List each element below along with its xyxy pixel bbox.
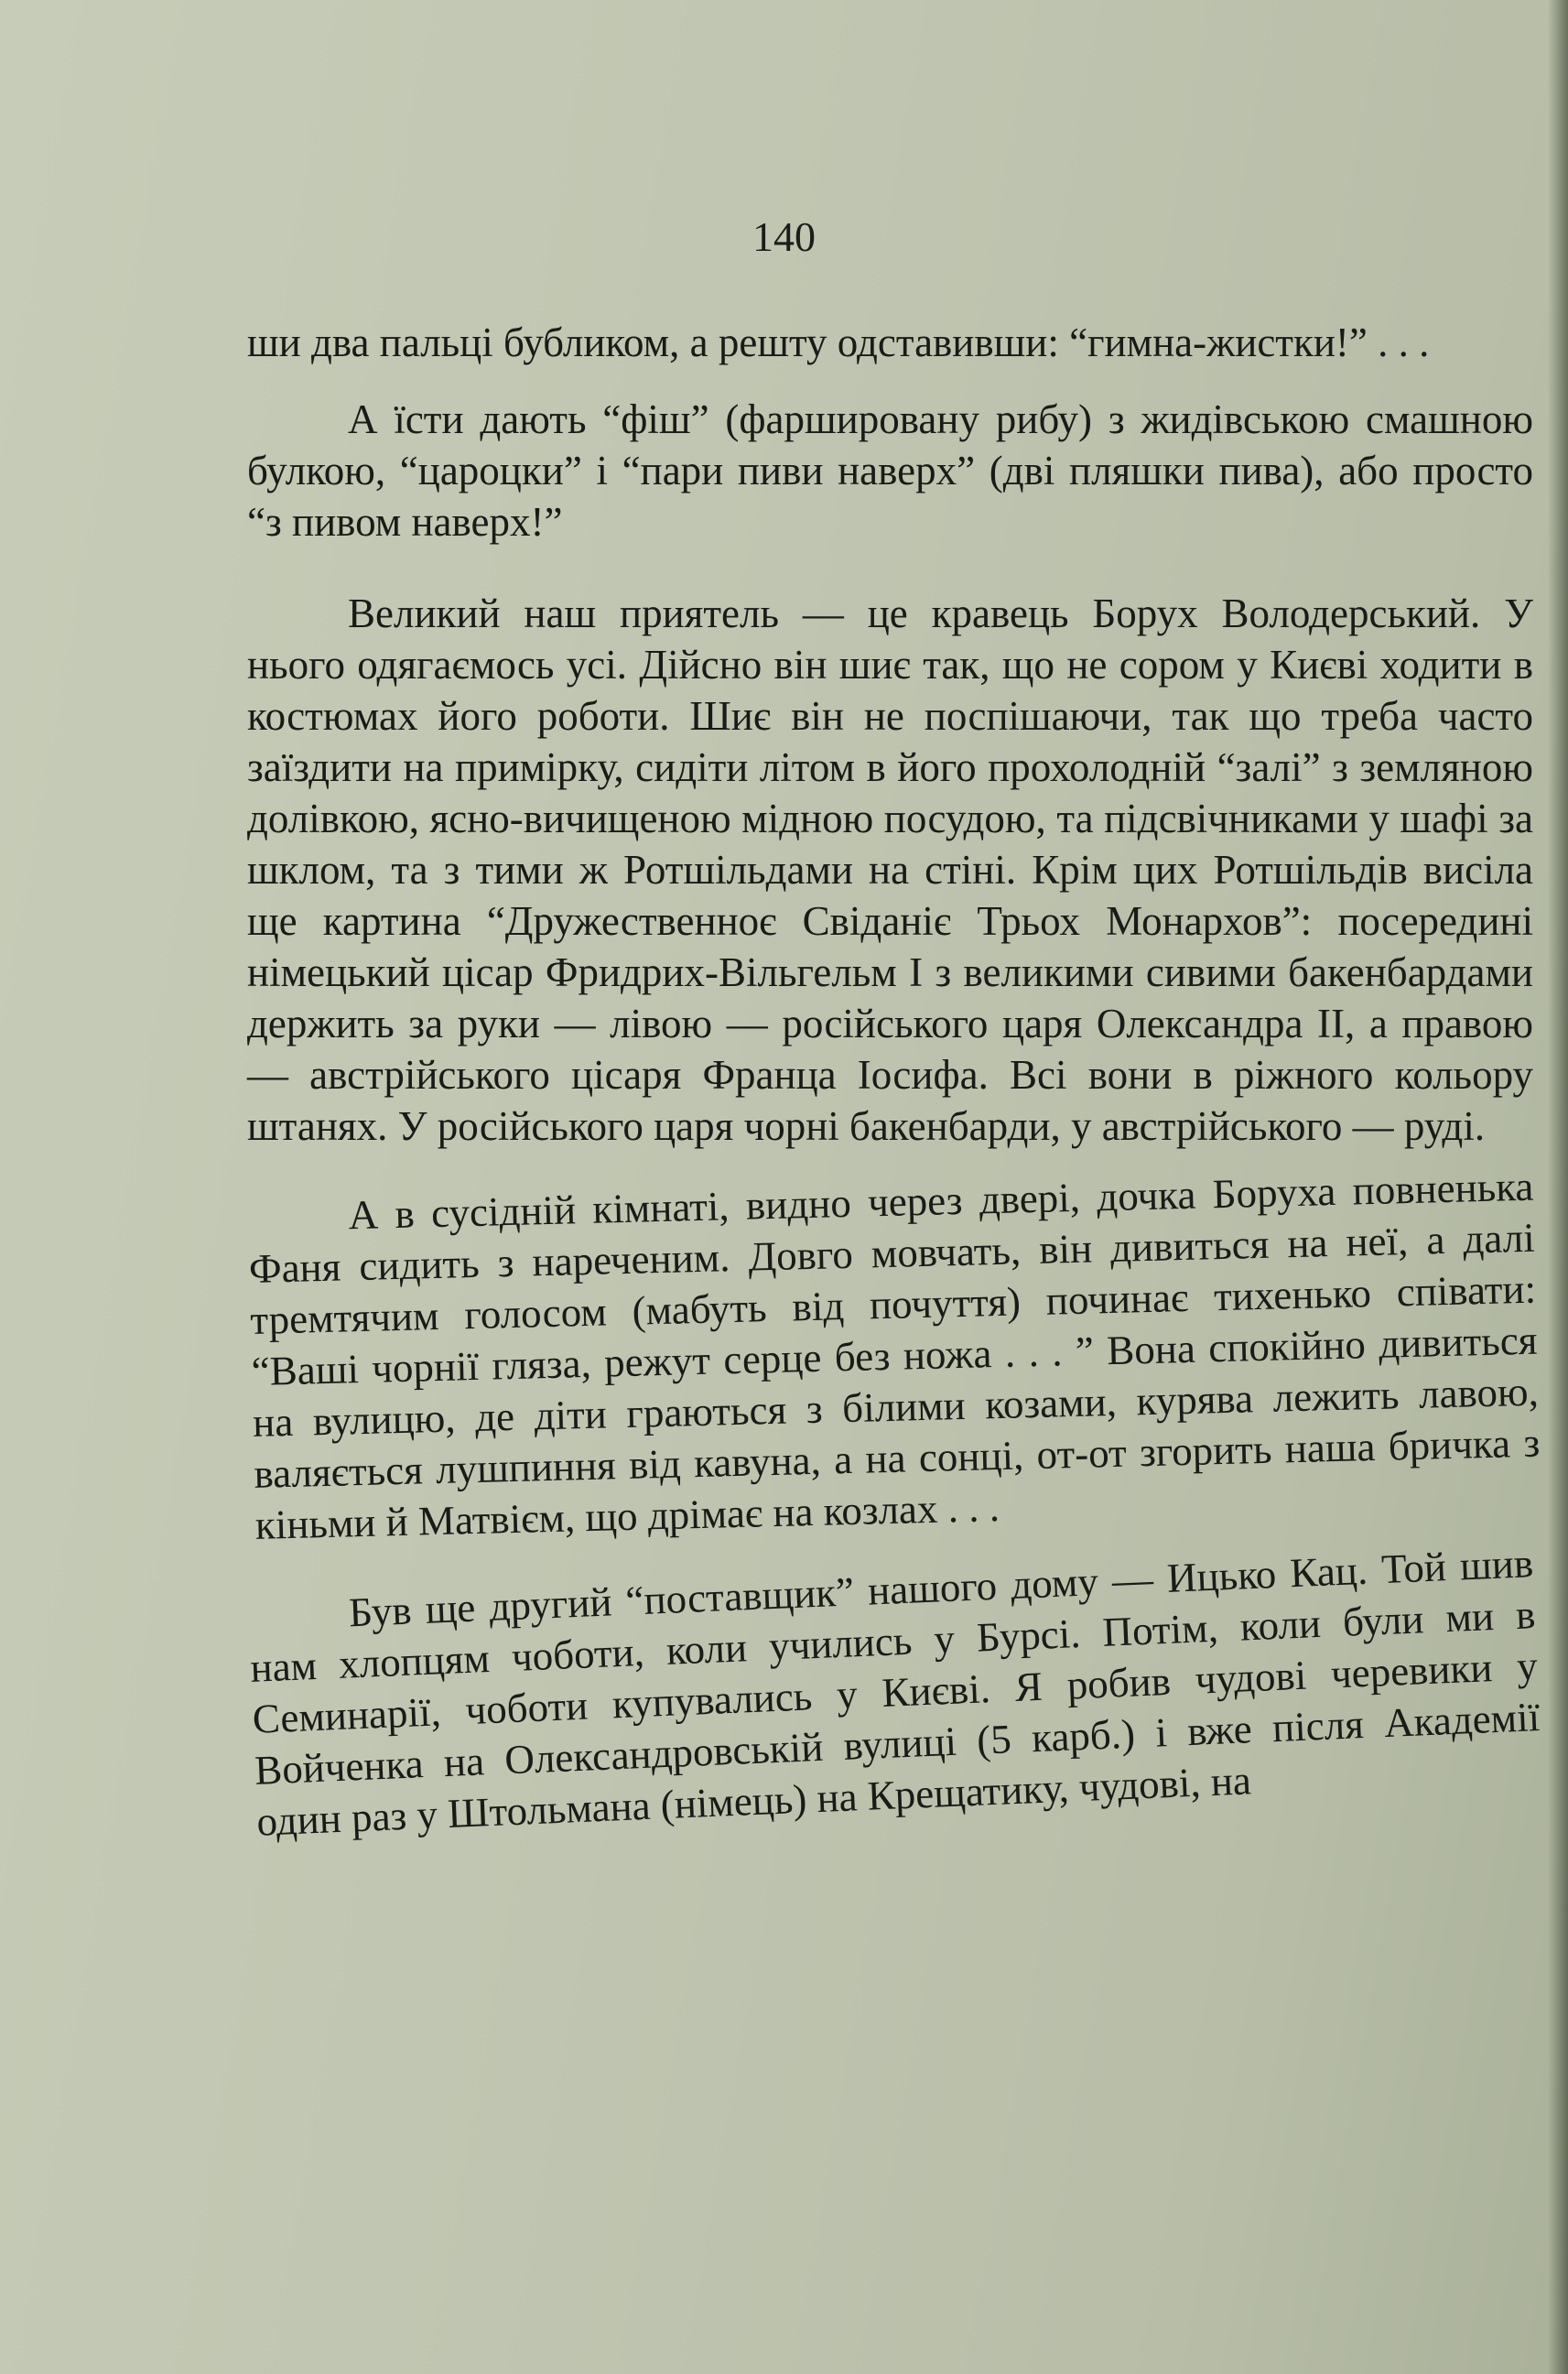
page-edge-shadow bbox=[1548, 0, 1568, 2374]
page-text bbox=[247, 317, 1541, 1873]
paragraph-2: А їсти дають “фіш” (фаршировану рибу) з жидівською смашною булкою, “цароцки” і “пари пиви наверх” (дві пляшки пива), або просто “з пивом наверх!” bbox=[247, 396, 1533, 545]
page-number: 140 bbox=[752, 213, 816, 260]
paragraph-1: ши два пальці бубликом, а решту одставивши: “гимна-жистки!” . . . bbox=[247, 320, 1430, 365]
paragraph-3: Великий наш приятель — це кравець Борух Володерський. У нього одягаємось усі. Дійсно він шиє так, що не сором у Києві ходити в костюмах його роботи. Шиє він не поспішаючи, так що треба часто заїздити на примірку, сидіти літом в його прохолодній “залі” з земляною долівкою, ясно-вичищеною мідною посудою, та підсвічниками у шафі за шклом, та з тими ж Ротшільдами на стіні. Крім цих Ротшільдів висіла ще картина “Дружественноє Свіданіє Трьох Монархов”: посередині німецький цісар Фридрих-Вільгельм I з великими сивими бакенбардами держить за руки — лівою — російського царя Олександра II, а правою — австрійського цісаря Франца Іосифа. Всі вони в ріжного кольору штанях. У російського царя чорні бакенбарди, у австрійського — руді. bbox=[247, 591, 1533, 1149]
paragraph-5: Був ще другий “поставщик” нашого дому — Ицько Кац. Той шив нам хлопцям чоботи, коли учились у Бурсі. Потім, коли були ми в Семинарії, чоботи купувались у Києві. Я робив чудові черевики у Войченка на Олександровській вулиці (5 карб.) і вже після Академії один раз у Штольмана (німець) на Крещатику, чудові, на bbox=[249, 1540, 1541, 1845]
paragraph-4: А в сусідній кімнаті, видно через двері, дочка Боруха повненька Фаня сидить з нареченим. Довго мовчать, він дивиться на неї, а далі тремтячим голосом (мабуть від почуття) починає тихенько співати: “Ваші чорнії гляза, режут серце без ножа . . . ” Вона спокійно дивиться на вулицю, де діти граються з білими козами, курява лежить лавою, валяється лушпиння від кавуна, а на сонці, от-от згорить наша бричка з кіньми й Матвієм, що дрімає на козлах . . . bbox=[248, 1163, 1541, 1548]
